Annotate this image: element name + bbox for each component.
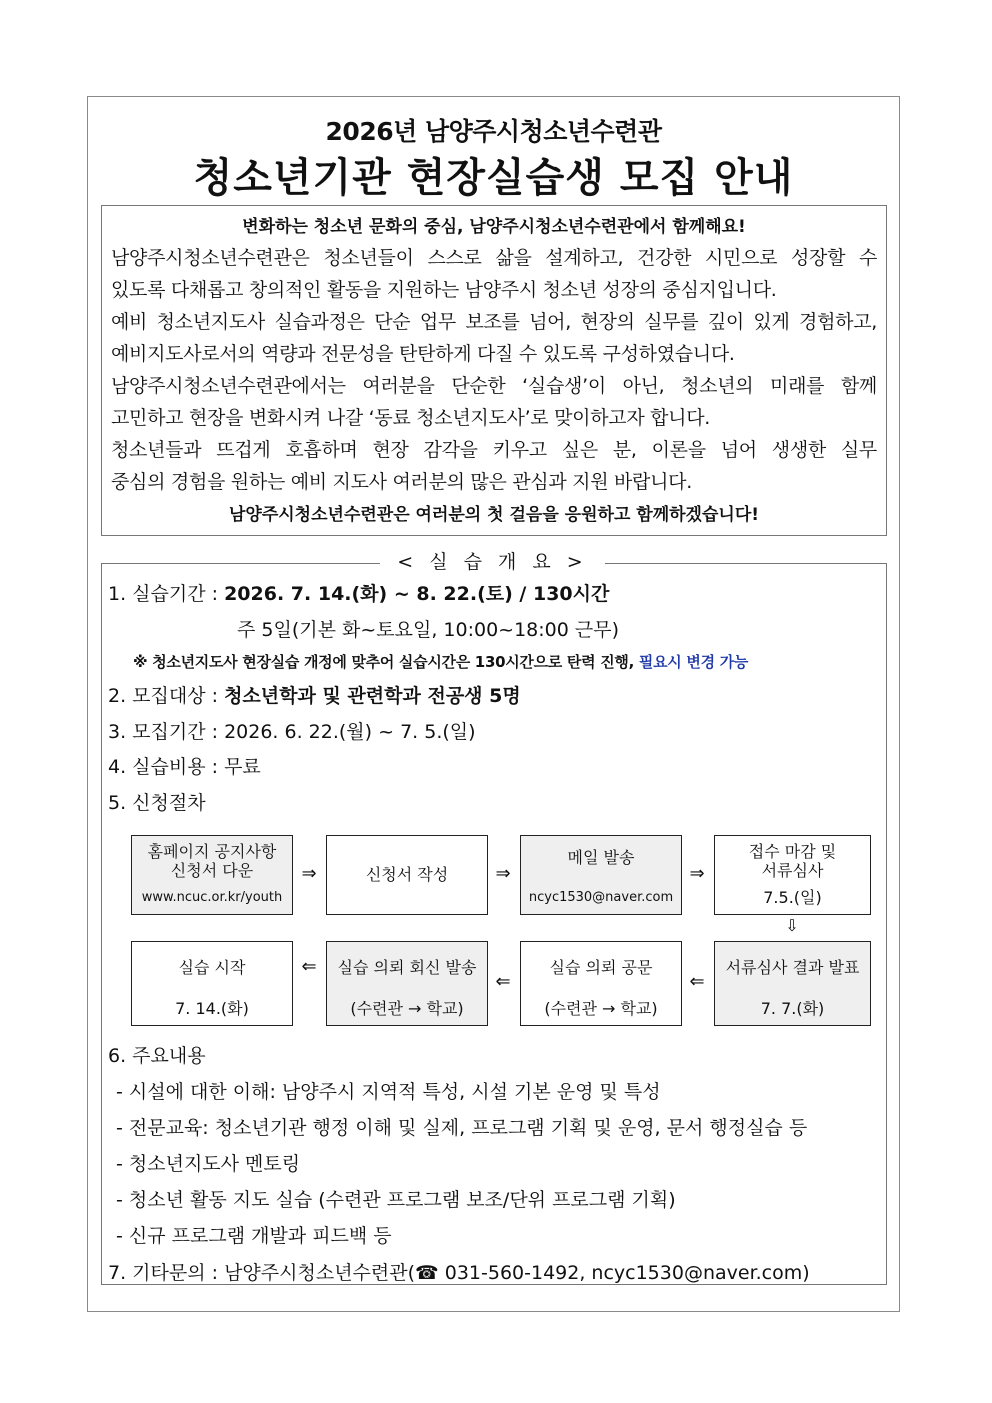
list-item: - 시설에 대한 이해: 남양주시 지역적 특성, 시설 기본 운영 및 특성 [116,1081,661,1103]
flow-step-write-form [326,835,488,915]
flow-step-reply [326,941,488,1026]
target-value: 청소년학과 및 관련학과 전공생 5명 [224,685,521,707]
cost-label: 4. 실습비용 : [108,756,225,778]
flow-step-download [131,835,293,915]
arrow-left-icon: ⇐ [495,971,511,992]
recruit-label: 3. 모집기간 : [108,721,225,743]
period-detail: 주 5일(기본 화~토요일, 10:00~18:00 근무) [237,619,620,641]
list-item: - 청소년지도사 멘토링 [116,1153,301,1175]
title-year-org: 2026년 남양주시청소년수련관 [325,117,662,146]
flow-step-send-mail [520,835,682,915]
arrow-left-icon: ⇐ [689,971,705,992]
flow-step-subtext: (수련관 → 학교) [544,999,658,1018]
contents-label: 6. 주요내용 [108,1045,206,1067]
arrow-right-icon: ⇒ [495,863,511,884]
flow-step-deadline [714,835,871,915]
phone-icon: ☎ [415,1262,439,1284]
period-note-text: ※ 청소년지도사 현장실습 개정에 맞추어 실습시간은 130시간으로 탄력 진행, [133,653,639,671]
flow-step-subtext: 7.5.(일) [763,888,822,907]
period-note-highlight: 필요시 변경 가능 [638,653,749,671]
intro-line: 중심의 경험을 원하는 예비 지도사 여러분의 많은 관심과 지원 바랍니다. [111,471,692,493]
arrow-right-icon: ⇒ [301,863,317,884]
list-item: - 전문교육: 청소년기관 행정 이해 및 실제, 프로그램 기획 및 운영, 문서 행정실습 등 [116,1117,808,1139]
intro-line: 예비지도사로서의 역량과 전문성을 탄탄하게 다질 수 있도록 구성하였습니다. [111,343,735,365]
contact-org: 남양주시청소년수련관( [224,1262,416,1284]
flow-step-start [131,941,293,1026]
flow-step-request [520,941,682,1026]
flow-step-subtext: 7. 14.(화) [175,999,249,1018]
target-row [108,683,521,709]
page-title: 청소년기관 현장실습생 모집 안내 [193,155,794,201]
flow-step-text: 접수 마감 및 서류심사 [748,842,837,880]
arrow-down-icon: ⇩ [785,916,799,935]
period-value: 2026. 7. 14.(화) ~ 8. 22.(토) / 130시간 [224,583,610,605]
contact-row [108,1260,810,1286]
intro-headline: 변화하는 청소년 문화의 중심, 남양주시청소년수련관에서 함께해요! [242,217,746,237]
recruit-value: 2026. 6. 22.(월) ~ 7. 5.(일) [224,721,476,743]
flow-step-subtext: (수련관 → 학교) [350,999,464,1018]
recruit-row [108,719,476,745]
flow-step-subtext: ncyc1530@naver.com [528,890,674,905]
contact-label: 7. 기타문의 : [108,1262,225,1284]
flow-step-text: 실습 시작 [178,958,246,977]
flow-step-text: 메일 발송 [567,848,635,867]
flow-step-subtext: www.ncuc.or.kr/youth [141,890,283,905]
intro-line: 있도록 다채롭고 창의적인 활동을 지원하는 남양주시 청소년 성장의 중심지입니다. [111,279,777,301]
arrow-right-icon: ⇒ [689,863,705,884]
period-label: 1. 실습기간 : [108,583,225,605]
flow-step-text: 서류심사 결과 발표 [725,958,860,977]
contact-details: 031-560-1492, ncyc1530@naver.com) [438,1262,810,1284]
intro-line: 청소년들과 뜨겁게 호흡하며 현장 감각을 키우고 싶은 분, 이론을 넘어 생생한 실무 [111,439,877,461]
arrow-left-icon: ⇐ [301,956,317,977]
flow-step-subtext: 7. 7.(화) [760,999,825,1018]
intro-line: 남양주시청소년수련관에서는 여러분을 단순한 ‘실습생’이 아닌, 청소년의 미래를 함께 [111,375,877,397]
procedure-label: 5. 신청절차 [108,792,206,814]
target-label: 2. 모집대상 : [108,685,225,707]
flow-step-text: 실습 의뢰 회신 발송 [337,958,477,977]
cost-value: 무료 [224,756,261,778]
overview-title: < 실 습 개 요 > [380,548,605,576]
intro-box [101,205,887,536]
list-item: - 청소년 활동 지도 실습 (수련관 프로그램 보조/단위 프로그램 기획) [116,1189,676,1211]
intro-line: 고민하고 현장을 변화시켜 나갈 ‘동료 청소년지도사’로 맞이하고자 합니다. [111,407,711,429]
period-note [133,651,748,672]
intro-closing: 남양주시청소년수련관은 여러분의 첫 걸음을 응원하고 함께하겠습니다! [228,505,759,525]
intro-line: 남양주시청소년수련관은 청소년들이 스스로 삶을 설계하고, 건강한 시민으로 성장할 수 [111,247,877,269]
list-item: - 신규 프로그램 개발과 피드백 등 [116,1225,392,1247]
cost-row [108,754,261,780]
period-row [108,581,609,607]
flow-step-text: 실습 의뢰 공문 [549,958,653,977]
flow-step-text: 홈페이지 공지사항 신청서 다운 [147,842,277,880]
flow-step-text: 신청서 작성 [365,864,449,884]
flow-step-result [714,941,871,1026]
intro-line: 예비 청소년지도사 실습과정은 단순 업무 보조를 넘어, 현장의 실무를 깊이 있게 경험하고, [111,311,877,333]
